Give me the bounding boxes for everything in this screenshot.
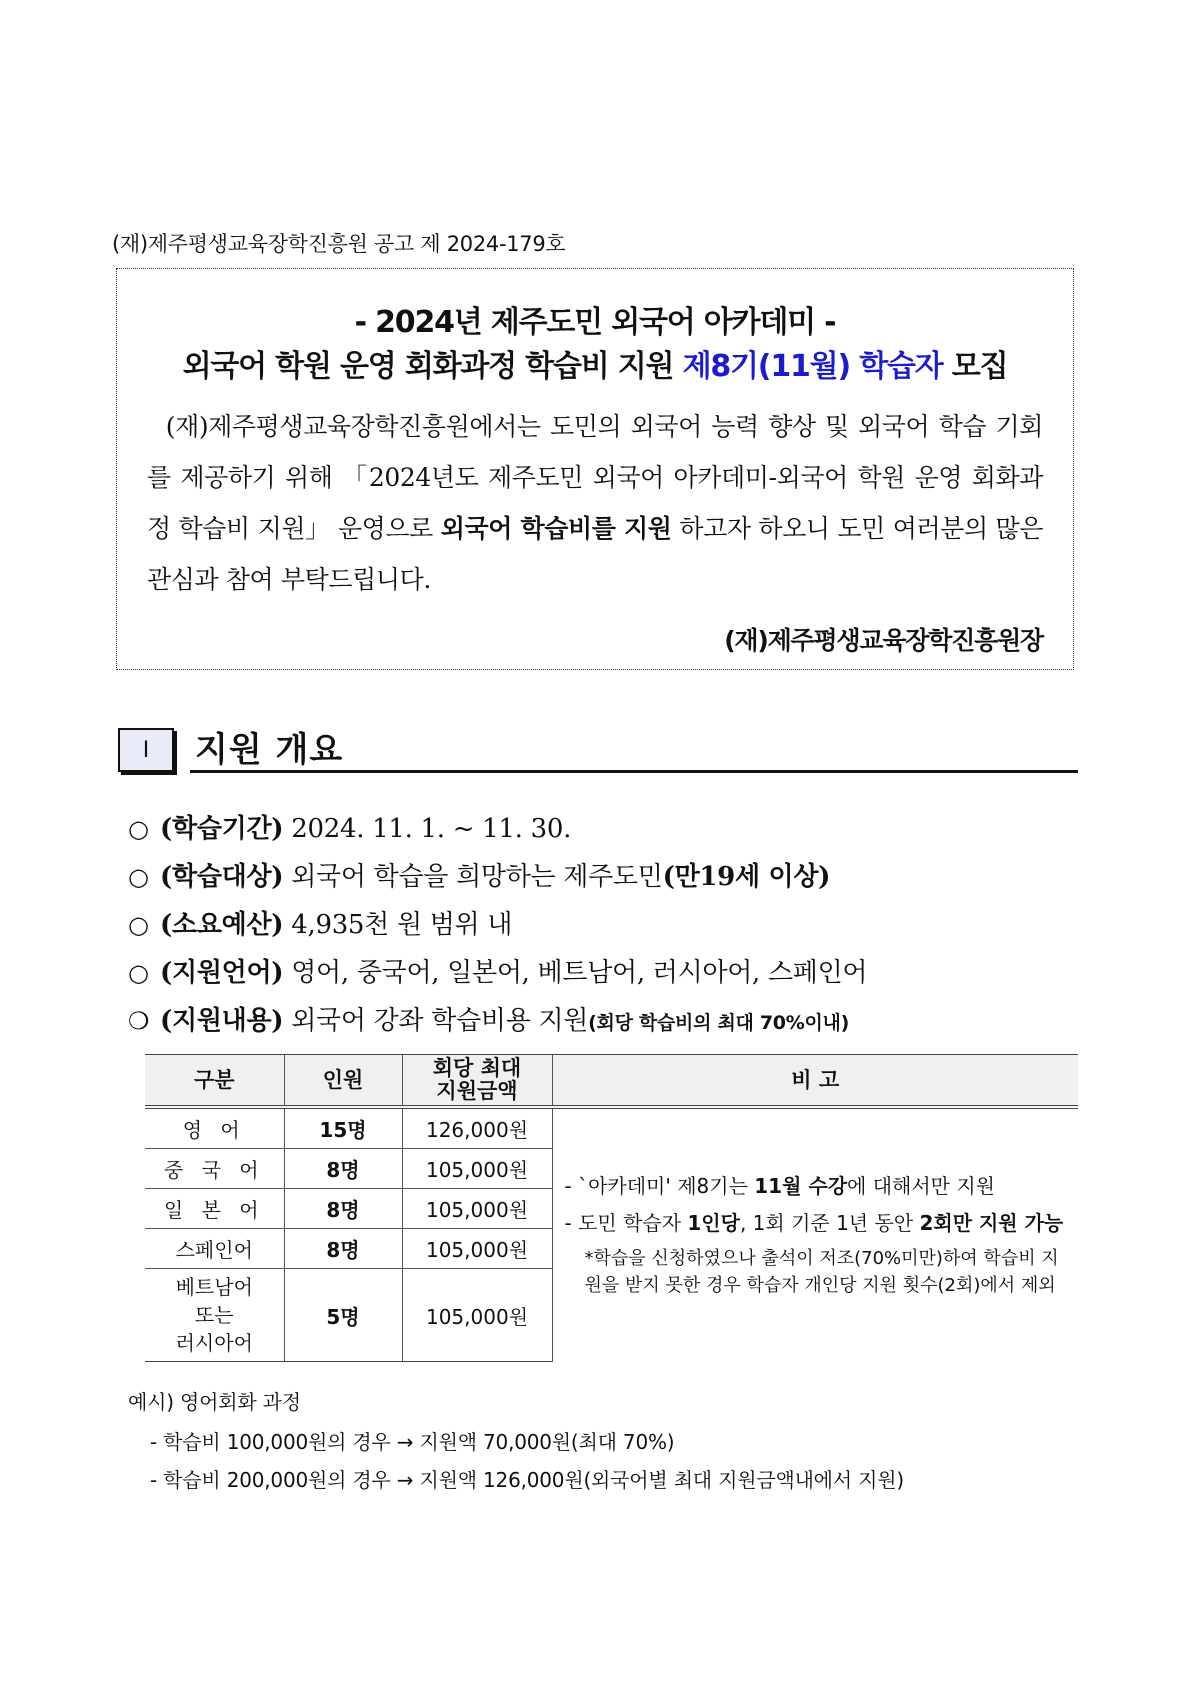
note-text: - `아카데미' 제8기는 — [564, 1174, 755, 1199]
table-notes — [552, 1107, 1078, 1362]
row-people: 8명 — [284, 1229, 402, 1269]
header-category: 구분 — [145, 1055, 284, 1108]
note-line-2 — [565, 1208, 1069, 1239]
support-table — [145, 1054, 1078, 1362]
example-heading: 예시) 영어회화 과정 — [128, 1390, 301, 1414]
title-line2-suffix: 모집 — [942, 349, 1008, 384]
bullet-circle-icon: ○ — [128, 959, 149, 987]
row-people: 5명 — [284, 1269, 402, 1362]
intro-part1: (재)제주평생교육장학진흥원에서는 도민의 외국어 능력 향상 및 외국어 학습 기회를 제공하기 위해 「2024년도 제주도민 외국어 아카데미-외국어 학원 운영 회화과정 학습비 지원」 운영으로 — [147, 412, 1044, 543]
row-amount: 105,000원 — [402, 1149, 552, 1189]
row-people: 15명 — [284, 1107, 402, 1149]
signature: (재)제주평생교육장학진흥원장 — [724, 626, 1043, 655]
row-language — [145, 1269, 284, 1362]
note-text: 에 대해서만 지원 — [847, 1174, 995, 1199]
item-label: (학습대상) — [160, 862, 284, 892]
note-text: , 1회 기준 1년 동안 — [739, 1211, 920, 1236]
row-language: 영 어 — [145, 1107, 284, 1149]
row-language-line: 또는 — [194, 1303, 234, 1327]
row-language: 스페인어 — [145, 1229, 284, 1269]
row-people: 8명 — [284, 1189, 402, 1229]
row-amount: 105,000원 — [402, 1269, 552, 1362]
section-title: 지원 개요 — [195, 730, 344, 770]
note-text-bold: 1인당 — [687, 1211, 740, 1236]
note-text: - 도민 학습자 — [564, 1211, 688, 1236]
note-text-bold: 11월 수강 — [754, 1174, 848, 1199]
row-language-line: 러시아어 — [175, 1331, 253, 1355]
item-label: (지원언어) — [160, 958, 284, 988]
header-max-amount-line2: 지원금액 — [436, 1079, 518, 1103]
row-people: 8명 — [284, 1149, 402, 1189]
table-row — [145, 1107, 1078, 1149]
section-divider — [190, 770, 1078, 773]
item-value: 외국어 학습을 희망하는 제주도민 — [283, 862, 663, 892]
note-footnote: *학습을 신청하였으나 출석이 저조(70%미만)하여 학습비 지원을 받지 못한 경우 학습자 개인당 지원 횟수(2회)에서 제외 — [584, 1248, 1059, 1297]
example-line-1: - 학습비 100,000원의 경우 → 지원액 70,000원(최대 70%) — [150, 1430, 675, 1454]
bullet-circle-shadow-icon: ❍ — [128, 1007, 150, 1035]
row-language: 일 본 어 — [145, 1189, 284, 1229]
item-value: 영어, 중국어, 일본어, 베트남어, 러시아어, 스페인어 — [283, 958, 868, 988]
item-value: 4,935천 원 범위 내 — [283, 910, 513, 940]
example-line-2: - 학습비 200,000원의 경우 → 지원액 126,000원(외국어별 최대 지원금액내에서 지원) — [150, 1468, 904, 1492]
item-label: (지원내용) — [160, 1006, 284, 1036]
section-number: Ⅰ — [118, 728, 174, 772]
row-language: 중 국 어 — [145, 1149, 284, 1189]
announcement-title-line2 — [117, 341, 1073, 385]
item-budget — [128, 904, 512, 941]
row-amount: 105,000원 — [402, 1229, 552, 1269]
item-target — [128, 856, 830, 893]
table-header-row — [145, 1055, 1078, 1108]
bullet-circle-icon: ○ — [128, 863, 149, 891]
bullet-circle-icon: ○ — [128, 815, 149, 843]
row-amount: 105,000원 — [402, 1189, 552, 1229]
item-label: (소요예산) — [160, 910, 284, 940]
note-line-1 — [565, 1171, 1069, 1202]
intro-part2: 하고자 하오니 도민 여러분의 많은 관심과 참여 부탁드립니다. — [147, 514, 1043, 594]
row-amount: 126,000원 — [402, 1107, 552, 1149]
header-max-amount-line1: 회당 최대 — [432, 1056, 522, 1080]
header-note: 비 고 — [552, 1055, 1078, 1108]
row-language-line: 베트남어 — [175, 1275, 253, 1299]
item-label: (학습기간) — [160, 814, 284, 844]
item-value: 2024. 11. 1. ~ 11. 30. — [283, 814, 572, 844]
item-value-note: (회당 학습비의 최대 70%이내) — [588, 1012, 849, 1034]
title-line2-prefix: 외국어 학원 운영 회화과정 학습비 지원 — [182, 349, 683, 384]
intro-bold: 외국어 학습비를 지원 — [440, 514, 672, 543]
bullet-circle-icon: ○ — [128, 911, 149, 939]
item-value-bold: (만19세 이상) — [662, 862, 831, 892]
notice-number: (재)제주평생교육장학진흥원 공고 제 2024-179호 — [112, 232, 566, 256]
header-people: 인원 — [284, 1055, 402, 1108]
announcement-box — [116, 268, 1074, 670]
item-value: 외국어 강좌 학습비용 지원 — [283, 1006, 589, 1036]
item-content — [128, 1000, 849, 1037]
item-languages — [128, 952, 867, 989]
announcement-intro — [147, 401, 1043, 605]
title-line2-highlight: 제8기(11월) 학습자 — [682, 349, 943, 384]
item-period — [128, 808, 571, 845]
announcement-title-line1: - 2024년 제주도민 외국어 아카데미 - — [354, 305, 836, 340]
note-text-bold: 2회만 지원 가능 — [919, 1211, 1064, 1236]
header-max-amount — [402, 1055, 552, 1108]
